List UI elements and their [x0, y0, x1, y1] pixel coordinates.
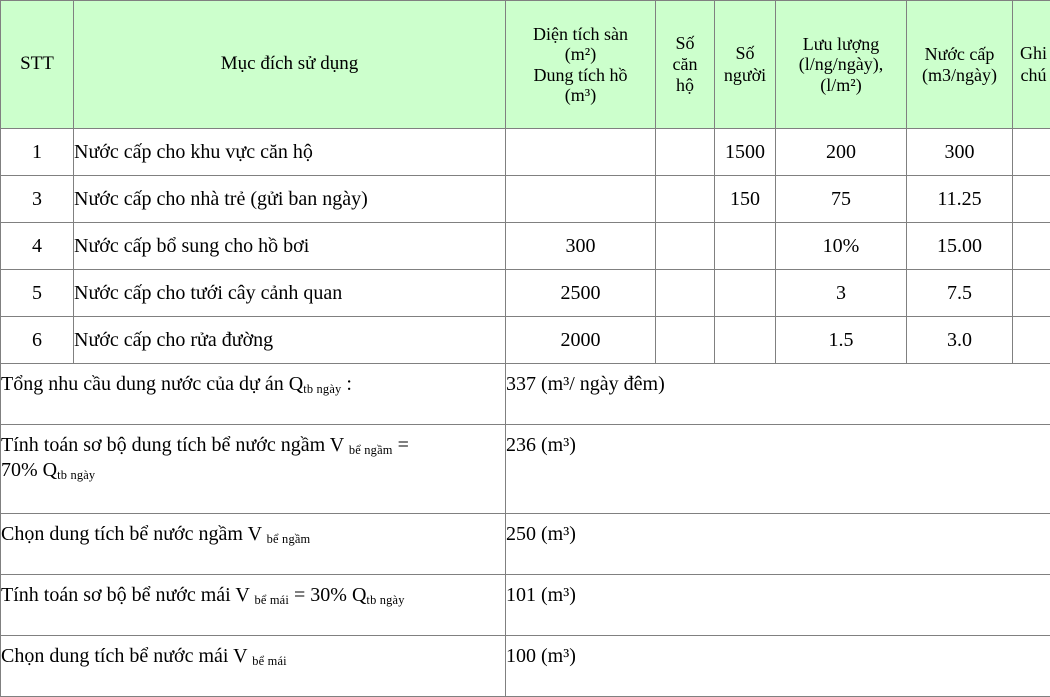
cell-purpose: Nước cấp cho tưới cây cảnh quan [74, 270, 506, 317]
summary-text-pre: Tổng nhu cầu dung nước của dự án Q [1, 373, 303, 395]
summary-label-underground-tank-calc [1, 425, 506, 514]
column-header-note-line2: chú [1013, 65, 1050, 86]
cell-people-count: 150 [715, 176, 776, 223]
cell-stt: 3 [1, 176, 74, 223]
column-header-water-supply [907, 1, 1013, 129]
summary-subscript-line2: tb ngày [57, 468, 95, 482]
summary-value-underground-tank-chosen: 250 (m³) [506, 514, 1050, 575]
summary-row-total-demand [1, 364, 1050, 425]
cell-stt: 6 [1, 317, 74, 364]
summary-text-post: = [393, 434, 409, 456]
cell-people-count [715, 223, 776, 270]
column-header-supply-line1: Nước cấp [907, 44, 1012, 64]
column-header-apt-line3: hộ [656, 75, 714, 96]
cell-flow-rate: 1.5 [776, 317, 907, 364]
table-row [1, 270, 1050, 317]
column-header-area-line4: (m³) [506, 85, 655, 105]
column-header-purpose: Mục đích sử dụng [74, 1, 506, 129]
cell-water-supply: 7.5 [907, 270, 1013, 317]
cell-water-supply: 3.0 [907, 317, 1013, 364]
column-header-area [506, 1, 656, 129]
column-header-note [1013, 1, 1050, 129]
summary-label-total-demand [1, 364, 506, 425]
summary-label-roof-tank-calc [1, 575, 506, 636]
cell-water-supply: 11.25 [907, 176, 1013, 223]
cell-flow-rate: 75 [776, 176, 907, 223]
column-header-apt-line2: căn [656, 54, 714, 75]
summary-text-post: = 30% Q [289, 584, 366, 606]
summary-row-underground-tank-calc [1, 425, 1050, 514]
cell-apartment-count [656, 176, 715, 223]
cell-area: 2500 [506, 270, 656, 317]
summary-row-roof-tank-chosen [1, 636, 1050, 697]
column-header-apartment-count [656, 1, 715, 129]
cell-apartment-count [656, 129, 715, 176]
summary-subscript: bể ngầm [349, 443, 393, 457]
table-body [1, 129, 1050, 697]
column-header-flow-line1: Lưu lượng [776, 34, 906, 54]
column-header-flow-line3: (l/m²) [776, 75, 906, 95]
cell-people-count [715, 270, 776, 317]
table-row [1, 223, 1050, 270]
summary-row-roof-tank-calc [1, 575, 1050, 636]
summary-label-line2 [1, 458, 505, 483]
cell-note [1013, 270, 1050, 317]
summary-label-underground-tank-chosen [1, 514, 506, 575]
summary-value-roof-tank-chosen: 100 (m³) [506, 636, 1050, 697]
cell-note [1013, 317, 1050, 364]
cell-stt: 5 [1, 270, 74, 317]
summary-text-pre: Chọn dung tích bể nước ngầm V [1, 523, 267, 545]
table-row [1, 129, 1050, 176]
column-header-people-count [715, 1, 776, 129]
cell-apartment-count [656, 223, 715, 270]
table-row [1, 317, 1050, 364]
cell-note [1013, 129, 1050, 176]
summary-value-total-demand: 337 (m³/ ngày đêm) [506, 364, 1050, 425]
cell-flow-rate: 200 [776, 129, 907, 176]
cell-people-count [715, 317, 776, 364]
column-header-people-line1: Số [715, 43, 775, 64]
summary-subscript: tb ngày [303, 382, 341, 396]
cell-apartment-count [656, 270, 715, 317]
cell-purpose: Nước cấp cho nhà trẻ (gửi ban ngày) [74, 176, 506, 223]
column-header-area-line3: Dung tích hồ [506, 65, 655, 85]
cell-area: 300 [506, 223, 656, 270]
summary-label-roof-tank-chosen [1, 636, 506, 697]
cell-note [1013, 223, 1050, 270]
column-header-people-line2: người [715, 65, 775, 86]
column-header-flow-line2: (l/ng/ngày), [776, 54, 906, 74]
column-header-flow-rate [776, 1, 907, 129]
column-header-stt: STT [1, 1, 74, 129]
cell-stt: 4 [1, 223, 74, 270]
summary-subscript-secondary: tb ngày [366, 593, 404, 607]
summary-text-pre: Tính toán sơ bộ bể nước mái V [1, 584, 254, 606]
column-header-supply-line2: (m3/ngày) [907, 65, 1012, 85]
cell-flow-rate: 10% [776, 223, 907, 270]
cell-apartment-count [656, 317, 715, 364]
cell-purpose: Nước cấp cho rửa đường [74, 317, 506, 364]
cell-stt: 1 [1, 129, 74, 176]
column-header-apt-line1: Số [656, 33, 714, 54]
summary-text-line2-pre: 70% Q [1, 459, 57, 481]
summary-value-underground-tank-calc: 236 (m³) [506, 425, 1050, 514]
summary-row-underground-tank-chosen [1, 514, 1050, 575]
cell-area [506, 129, 656, 176]
column-header-note-line1: Ghi [1013, 43, 1050, 64]
cell-purpose: Nước cấp cho khu vực căn hộ [74, 129, 506, 176]
summary-text-pre: Tính toán sơ bộ dung tích bể nước ngầm V [1, 434, 349, 456]
cell-area [506, 176, 656, 223]
cell-flow-rate: 3 [776, 270, 907, 317]
cell-water-supply: 15.00 [907, 223, 1013, 270]
summary-subscript: bể mái [252, 654, 287, 668]
table-row [1, 176, 1050, 223]
summary-text-post: : [341, 373, 352, 395]
summary-text-pre: Chọn dung tích bể nước mái V [1, 645, 252, 667]
cell-area: 2000 [506, 317, 656, 364]
cell-people-count: 1500 [715, 129, 776, 176]
cell-note [1013, 176, 1050, 223]
cell-purpose: Nước cấp bổ sung cho hồ bơi [74, 223, 506, 270]
header-row [1, 1, 1050, 129]
summary-subscript: bể ngầm [267, 532, 311, 546]
cell-water-supply: 300 [907, 129, 1013, 176]
column-header-area-line1: Diện tích sàn [506, 24, 655, 44]
column-header-area-line2: (m²) [506, 44, 655, 64]
table-header [1, 1, 1050, 129]
summary-value-roof-tank-calc: 101 (m³) [506, 575, 1050, 636]
summary-subscript: bể mái [254, 593, 289, 607]
